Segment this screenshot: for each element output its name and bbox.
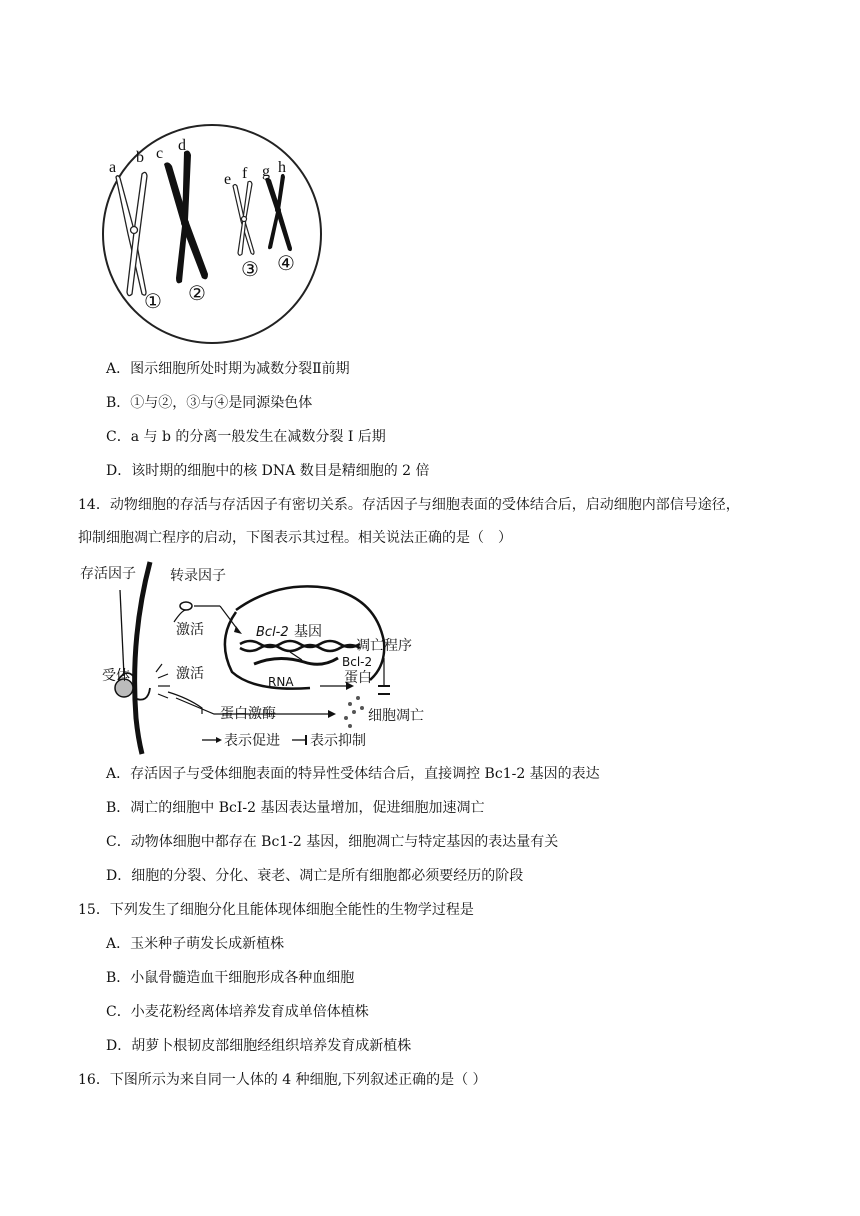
label-b: b: [136, 149, 144, 166]
q14-option-c: C．动物体细胞中都存在 Bc1-2 基因，细胞凋亡与特定基因的表达量有关: [106, 834, 559, 850]
label-h: h: [278, 159, 286, 176]
label-protein-kinase: 蛋白激酶: [220, 706, 276, 722]
q13-option-b: B．①与②，③与④是同源染色体: [106, 395, 313, 411]
label-f: f: [242, 165, 248, 182]
label-c: c: [156, 145, 164, 162]
label-bcl2-line1: Bcl-2: [342, 655, 373, 669]
chromosome-1: [116, 172, 147, 295]
q13-option-d: D．该时期的细胞中的核 DNA 数目是精细胞的 2 倍: [106, 463, 430, 479]
legend-promote: 表示促进: [224, 733, 280, 749]
label-apoptosis-program: 凋亡程序: [356, 638, 412, 654]
q14-stem-line2: 抑制细胞凋亡程序的启动，下图表示其过程。相关说法正确的是（ ）: [78, 530, 512, 546]
q15-stem: 15．下列发生了细胞分化且能体现体细胞全能性的生物学过程是: [78, 902, 474, 918]
label-bcl2-line2: 蛋白: [344, 670, 372, 686]
legend-inhibit: 表示抑制: [310, 733, 366, 749]
q14-stem-line1: 14．动物细胞的存活与存活因子有密切关系。存活因子与细胞表面的受体结合后，启动细胞内部信号途径，: [78, 497, 740, 513]
q14-option-d: D．细胞的分裂、分化、衰老、凋亡是所有细胞都必须要经历的阶段: [106, 868, 524, 884]
apoptosis-pathway-figure: [78, 558, 458, 756]
q14-option-b: B．凋亡的细胞中 BcI-2 基因表达量增加，促进细胞加速凋亡: [106, 800, 485, 816]
q13-option-a: A．图示细胞所处时期为减数分裂Ⅱ前期: [106, 361, 350, 377]
q15-option-a: A．玉米种子萌发长成新植株: [106, 936, 285, 952]
chromosome-figure: [84, 122, 336, 352]
label-g: g: [262, 163, 270, 180]
number-1: ①: [144, 289, 162, 313]
label-d: d: [178, 137, 186, 154]
q15-option-b: B．小鼠骨髓造血干细胞形成各种血细胞: [106, 970, 355, 986]
label-receptor: 受体: [102, 668, 130, 684]
q13-option-c: C．a 与 b 的分离一般发生在减数分裂 I 后期: [106, 429, 386, 445]
chromosome-2: [164, 151, 208, 284]
label-gene-italic: Bcl-2: [256, 625, 289, 640]
number-2: ②: [188, 281, 206, 305]
label-a: a: [109, 159, 117, 176]
number-4: ④: [277, 251, 295, 275]
label-activate-1: 激活: [176, 622, 204, 638]
label-activate-2: 激活: [176, 666, 204, 682]
label-survival-factor: 存活因子: [80, 566, 136, 582]
label-e: e: [224, 171, 232, 188]
label-gene-suffix: 基因: [294, 624, 322, 640]
q15-option-c: C．小麦花粉经离体培养发育成单倍体植株: [106, 1004, 369, 1020]
label-transcription-factor: 转录因子: [170, 568, 226, 584]
label-rna: RNA: [268, 675, 294, 689]
q16-stem: 16．下图所示为来自同一人体的 4 种细胞,下列叙述正确的是（ ）: [78, 1072, 487, 1088]
number-3: ③: [241, 257, 259, 281]
q15-option-d: D．胡萝卜根韧皮部细胞经组织培养发育成新植株: [106, 1038, 412, 1054]
label-cell-apoptosis: 细胞凋亡: [368, 708, 424, 724]
q14-option-a: A．存活因子与受体细胞表面的特异性受体结合后，直接调控 Bc1-2 基因的表达: [106, 766, 600, 782]
